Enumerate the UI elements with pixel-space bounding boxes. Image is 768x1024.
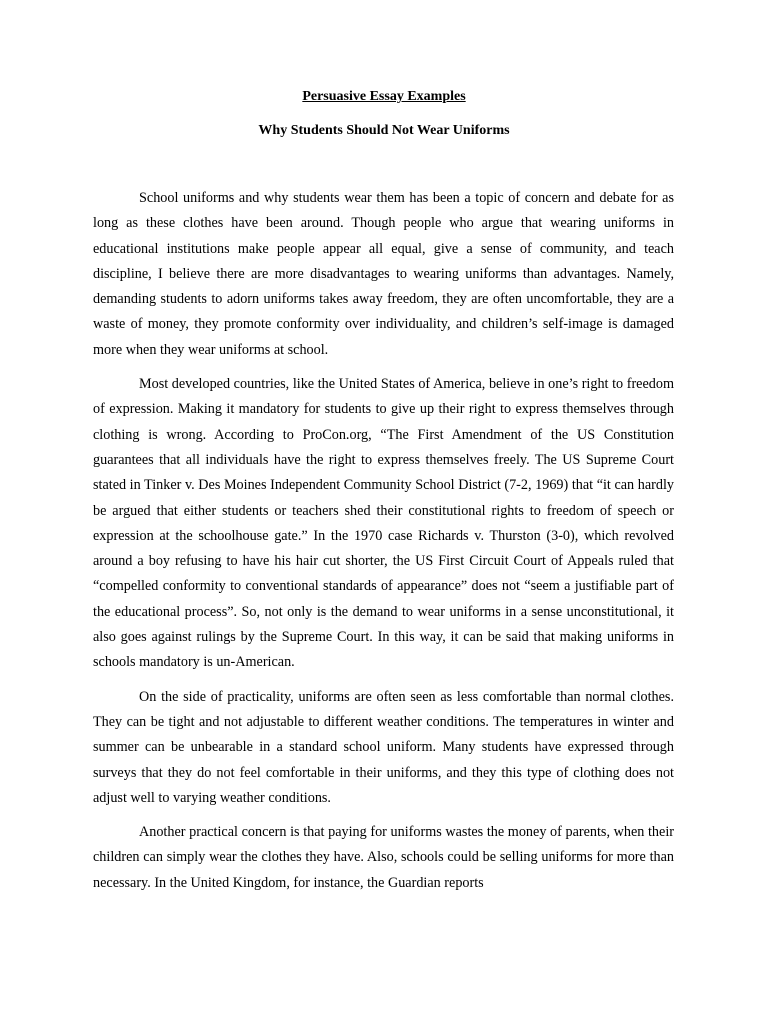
- essay-subtitle: Why Students Should Not Wear Uniforms: [258, 123, 510, 138]
- paragraph-practicality: On the side of practicality, uniforms are often seen as less comfortable than normal clothes. They can be tight and not adjustable to different weather conditions. The temperatures in winter and summer can be unbearable in a standard school uniform. Many students have expressed through surveys that they do not feel comfortable in their uniforms, and they this type of clothing does not adjust well to varying weather conditions.: [93, 688, 674, 806]
- paragraph-freedom-of-expression: Most developed countries, like the United States of America, believe in one’s right to freedom of expression. Making it mandatory for students to give up their right to express themselves through clothing is wrong. According to ProCon.org, “The First Amendment of the US Constitution guarantees that all individuals have the right to express themselves freely. The US Supreme Court stated in Tinker v. Des Moines Independent Community School District (7-2, 1969) that “it can hardly be argued that either students or teachers shed their constitutional rights to freedom of speech or expression at the schoolhouse gate.” In the 1970 case Richards v. Thurston (3-0), which revolved around a boy refusing to have his hair cut shorter, the US First Circuit Court of Appeals ruled that “compelled conformity to conventional standards of appearance” does not “seem a justifiable part of the educational process”. So, not only is the demand to wear uniforms in a sense unconstitutional, it also goes against rulings by the Supreme Court. In this way, it can be said that making uniforms in schools mandatory is un-American.: [93, 376, 674, 671]
- paragraph-cost: Another practical concern is that paying for uniforms wastes the money of parents, when their children can simply wear the clothes they have. Also, schools could be selling uniforms for more than necessary. In the United Kingdom, for instance, the Guardian reports: [93, 824, 674, 891]
- paragraph-intro: School uniforms and why students wear them has been a topic of concern and debate for as long as these clothes have been around. Though people who argue that wearing uniforms in educational institutions make people appear all equal, give a sense of community, and teach discipline, I believe there are more disadvantages to wearing uniforms than advantages. Namely, demanding students to adorn uniforms takes away freedom, they are often uncomfortable, they are a waste of money, they promote conformity over individuality, and children’s self-image is damaged more when they wear uniforms at school.: [93, 190, 674, 358]
- document-title: Persuasive Essay Examples: [302, 89, 466, 104]
- essay-body: [93, 186, 674, 905]
